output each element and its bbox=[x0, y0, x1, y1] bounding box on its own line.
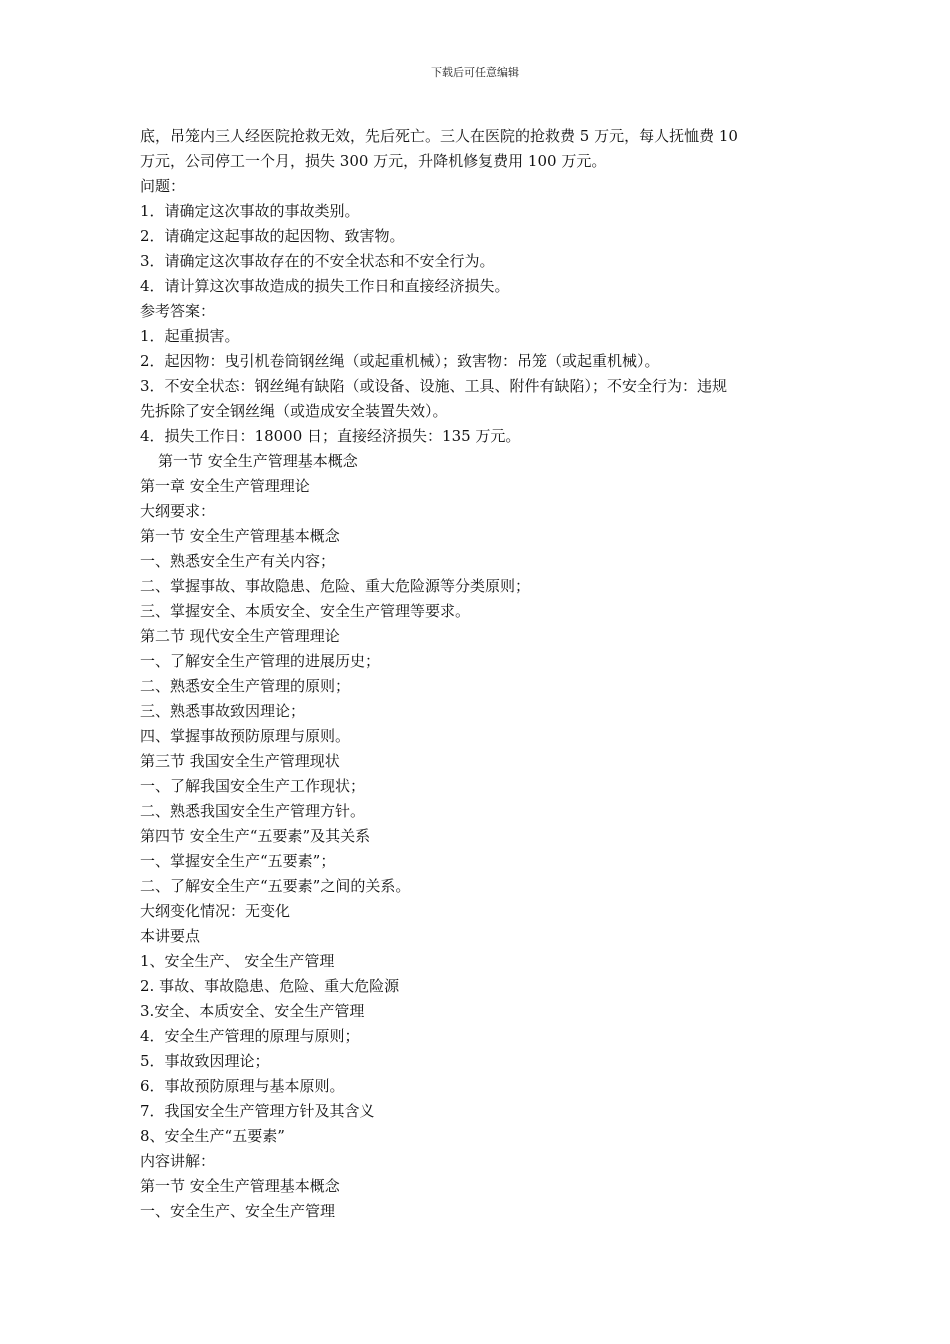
text-line: 一、安全生产、安全生产管理 bbox=[140, 1202, 336, 1220]
text-line: 三、熟悉事故致因理论； bbox=[140, 702, 306, 720]
section-heading: 第一节 安全生产管理基本概念 bbox=[140, 1177, 340, 1195]
section-heading: 第三节 我国安全生产管理现状 bbox=[140, 752, 340, 770]
text-line: 2．起因物：曳引机卷筒钢丝绳（或起重机械）；致害物：吊笼（或起重机械）。 bbox=[140, 352, 660, 370]
section-heading: 第一节 安全生产管理基本概念 bbox=[140, 527, 340, 545]
text-line: 底，吊笼内三人经医院抢救无效，先后死亡。三人在医院的抢救费 5 万元，每人抚恤费 10 bbox=[140, 127, 738, 145]
text-line: 一、了解安全生产管理的进展历史； bbox=[140, 652, 381, 670]
text-line: 问题： bbox=[140, 177, 186, 195]
text-line: 一、掌握安全生产“五要素”； bbox=[140, 852, 336, 870]
text-line: 4．请计算这次事故造成的损失工作日和直接经济损失。 bbox=[140, 277, 510, 295]
text-line: 一、了解我国安全生产工作现状； bbox=[140, 777, 366, 795]
text-line: 4．损失工作日：18000 日；直接经济损失：135 万元。 bbox=[140, 427, 521, 445]
text-line: 2. 事故、事故隐患、危险、重大危险源 bbox=[140, 977, 400, 995]
text-line: 三、掌握安全、本质安全、安全生产管理等要求。 bbox=[140, 602, 471, 620]
text-line: 1、安全生产、 安全生产管理 bbox=[140, 952, 335, 970]
text-line: 3．不安全状态：钢丝绳有缺陷（或设备、设施、工具、附件有缺陷）；不安全行为：违规 bbox=[140, 377, 728, 395]
text-line: 大纲要求： bbox=[140, 502, 216, 520]
text-line: 1．起重损害。 bbox=[140, 327, 240, 345]
text-line: 3．请确定这次事故存在的不安全状态和不安全行为。 bbox=[140, 252, 495, 270]
chapter-heading: 第一章 安全生产管理理论 bbox=[140, 477, 310, 495]
text-line: 6．事故预防原理与基本原则。 bbox=[140, 1077, 345, 1095]
text-line: 内容讲解： bbox=[140, 1152, 216, 1170]
text-line: 7．我国安全生产管理方针及其含义 bbox=[140, 1102, 375, 1120]
text-line: 4．安全生产管理的原理与原则； bbox=[140, 1027, 360, 1045]
text-line: 8、安全生产“五要素” bbox=[140, 1127, 285, 1145]
section-heading: 第二节 现代安全生产管理理论 bbox=[140, 627, 340, 645]
text-line: 四、掌握事故预防原理与原则。 bbox=[140, 727, 351, 745]
text-line: 二、熟悉安全生产管理的原则； bbox=[140, 677, 351, 695]
document-body bbox=[140, 124, 812, 1224]
text-line: 本讲要点 bbox=[140, 927, 201, 945]
text-line: 5．事故致因理论； bbox=[140, 1052, 270, 1070]
text-line: 二、掌握事故、事故隐患、危险、重大危险源等分类原则； bbox=[140, 577, 531, 595]
text-line: 二、熟悉我国安全生产管理方针。 bbox=[140, 802, 366, 820]
text-line: 2．请确定这起事故的起因物、致害物。 bbox=[140, 227, 405, 245]
page-header-note: 下载后可任意编辑 bbox=[431, 66, 519, 79]
text-line: 万元，公司停工一个月，损失 300 万元，升降机修复费用 100 万元。 bbox=[140, 152, 607, 170]
text-line: 大纲变化情况：无变化 bbox=[140, 902, 291, 920]
text-line: 先拆除了安全钢丝绳（或造成安全装置失效）。 bbox=[140, 402, 448, 420]
text-line: 二、了解安全生产“五要素”之间的关系。 bbox=[140, 877, 411, 895]
section-heading: 第一节 安全生产管理基本概念 bbox=[158, 452, 358, 470]
section-heading: 第四节 安全生产“五要素”及其关系 bbox=[140, 827, 371, 845]
text-line: 3.安全、本质安全、安全生产管理 bbox=[140, 1002, 365, 1020]
text-line: 1．请确定这次事故的事故类别。 bbox=[140, 202, 360, 220]
text-line: 一、熟悉安全生产有关内容； bbox=[140, 552, 336, 570]
text-line: 参考答案： bbox=[140, 302, 216, 320]
